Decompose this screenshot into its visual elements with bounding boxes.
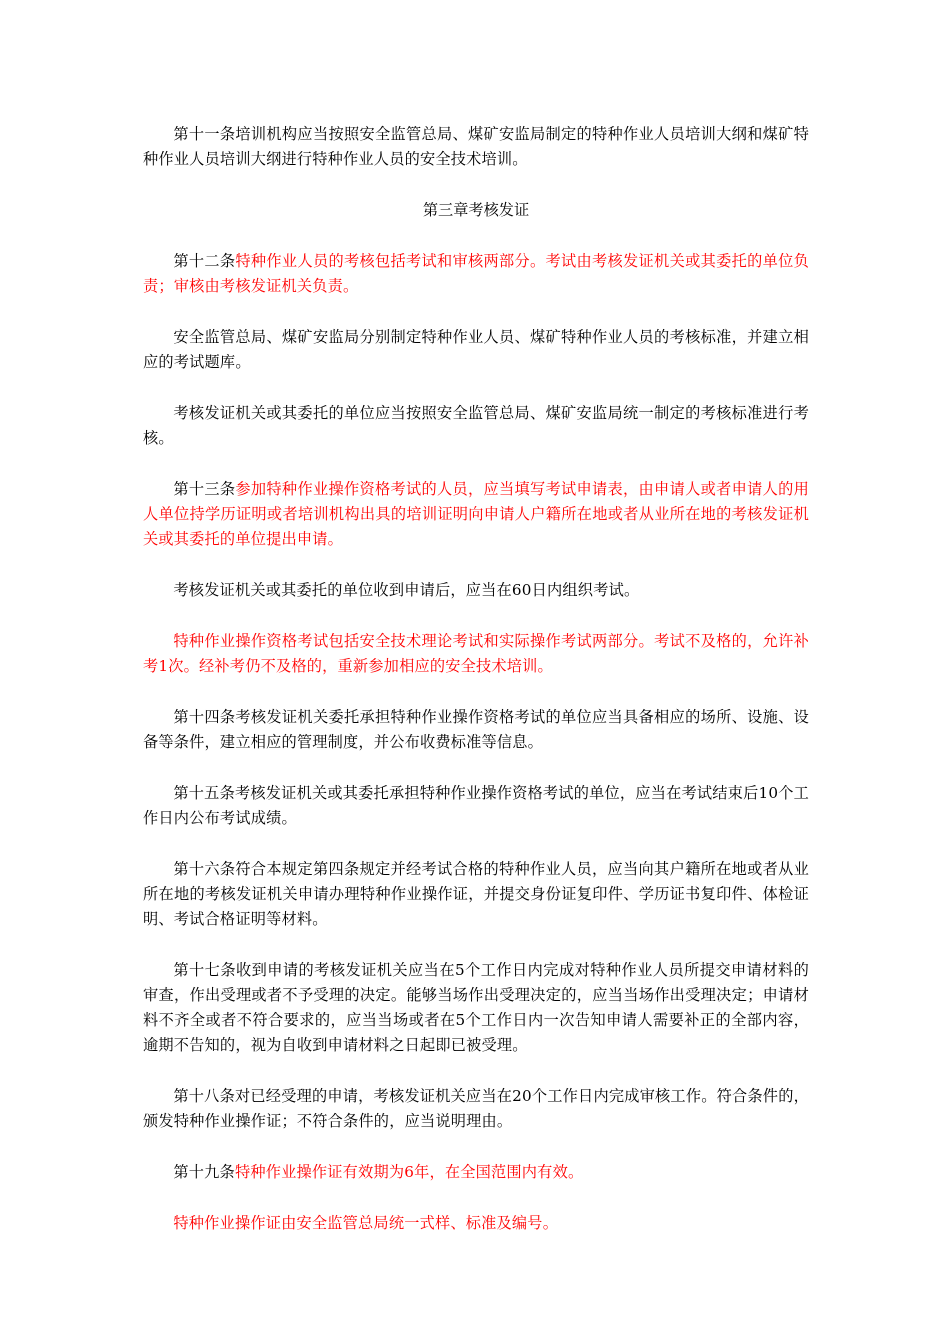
article-16-text: 第十六条符合本规定第四条规定并经考试合格的特种作业人员，应当向其户籍所在地或者从业所在地的考核发证机关申请办理特种作业操作证，并提交身份证复印件、学历证书复印件、体检证明、考试合格证明等材料。 (143, 860, 809, 928)
paragraph-exam-timing-text: 考核发证机关或其委托的单位收到申请后，应当在60日内组织考试。 (173, 581, 640, 599)
paragraph-exam-parts-highlight: 特种作业操作资格考试包括安全技术理论考试和实际操作考试两部分。考试不及格的，允许补考1次。经补考仍不及格的，重新参加相应的安全技术培训。 (143, 632, 809, 675)
paragraph-exam-timing (143, 578, 809, 603)
article-13-highlight: 参加特种作业操作资格考试的人员，应当填写考试申请表，由申请人或者申请人的用人单位持学历证明或者培训机构出具的培训证明向申请人户籍所在地或者从业所在地的考核发证机关或其委托的单位提出申请。 (143, 480, 809, 548)
article-15-text: 第十五条考核发证机关或其委托承担特种作业操作资格考试的单位，应当在考试结束后10个工作日内公布考试成绩。 (143, 784, 809, 827)
paragraph-assessment-text: 考核发证机关或其委托的单位应当按照安全监管总局、煤矿安监局统一制定的考核标准进行考核。 (143, 404, 809, 447)
article-13-label: 第十三条 (173, 480, 236, 498)
document-page (143, 122, 809, 1262)
article-16 (143, 857, 809, 932)
article-14 (143, 705, 809, 755)
paragraph-exam-parts (143, 629, 809, 679)
article-17 (143, 958, 809, 1058)
article-13 (143, 477, 809, 552)
article-12-label: 第十二条 (173, 252, 236, 270)
paragraph-exam-standards-text: 安全监管总局、煤矿安监局分别制定特种作业人员、煤矿特种作业人员的考核标准，并建立相应的考试题库。 (143, 328, 809, 371)
article-11 (143, 122, 809, 172)
article-12 (143, 249, 809, 299)
article-14-text: 第十四条考核发证机关委托承担特种作业操作资格考试的单位应当具备相应的场所、设施、设备等条件，建立相应的管理制度，并公布收费标准等信息。 (143, 708, 809, 751)
article-18 (143, 1084, 809, 1134)
article-19-label: 第十九条 (173, 1163, 235, 1181)
paragraph-exam-standards (143, 325, 809, 375)
article-11-text: 第十一条培训机构应当按照安全监管总局、煤矿安监局制定的特种作业人员培训大纲和煤矿特种作业人员培训大纲进行特种作业人员的安全技术培训。 (143, 125, 809, 168)
article-19-highlight: 特种作业操作证有效期为6年，在全国范围内有效。 (234, 1163, 584, 1181)
chapter-title: 第三章考核发证 (422, 201, 530, 219)
article-19 (143, 1160, 809, 1185)
article-12-highlight: 特种作业人员的考核包括考试和审核两部分。考试由考核发证机关或其委托的单位负责；审核由考核发证机关负责。 (143, 252, 809, 295)
article-17-text: 第十七条收到申请的考核发证机关应当在5个工作日内完成对特种作业人员所提交申请材料的审查，作出受理或者不予受理的决定。能够当场作出受理决定的，应当当场作出受理决定；申请材料不齐全或者不符合要求的，应当当场或者在5个工作日内一次告知申请人需要补正的全部内容，逾期不告知的，视为自收到申请材料之日起即已被受理。 (143, 961, 809, 1054)
chapter-heading (143, 198, 809, 223)
article-15 (143, 781, 809, 831)
paragraph-certificate-format-highlight: 特种作业操作证由安全监管总局统一式样、标准及编号。 (173, 1214, 559, 1232)
article-18-text: 第十八条对已经受理的申请，考核发证机关应当在20个工作日内完成审核工作。符合条件的，颁发特种作业操作证；不符合条件的，应当说明理由。 (143, 1087, 809, 1130)
paragraph-assessment (143, 401, 809, 451)
paragraph-certificate-format (143, 1211, 809, 1236)
